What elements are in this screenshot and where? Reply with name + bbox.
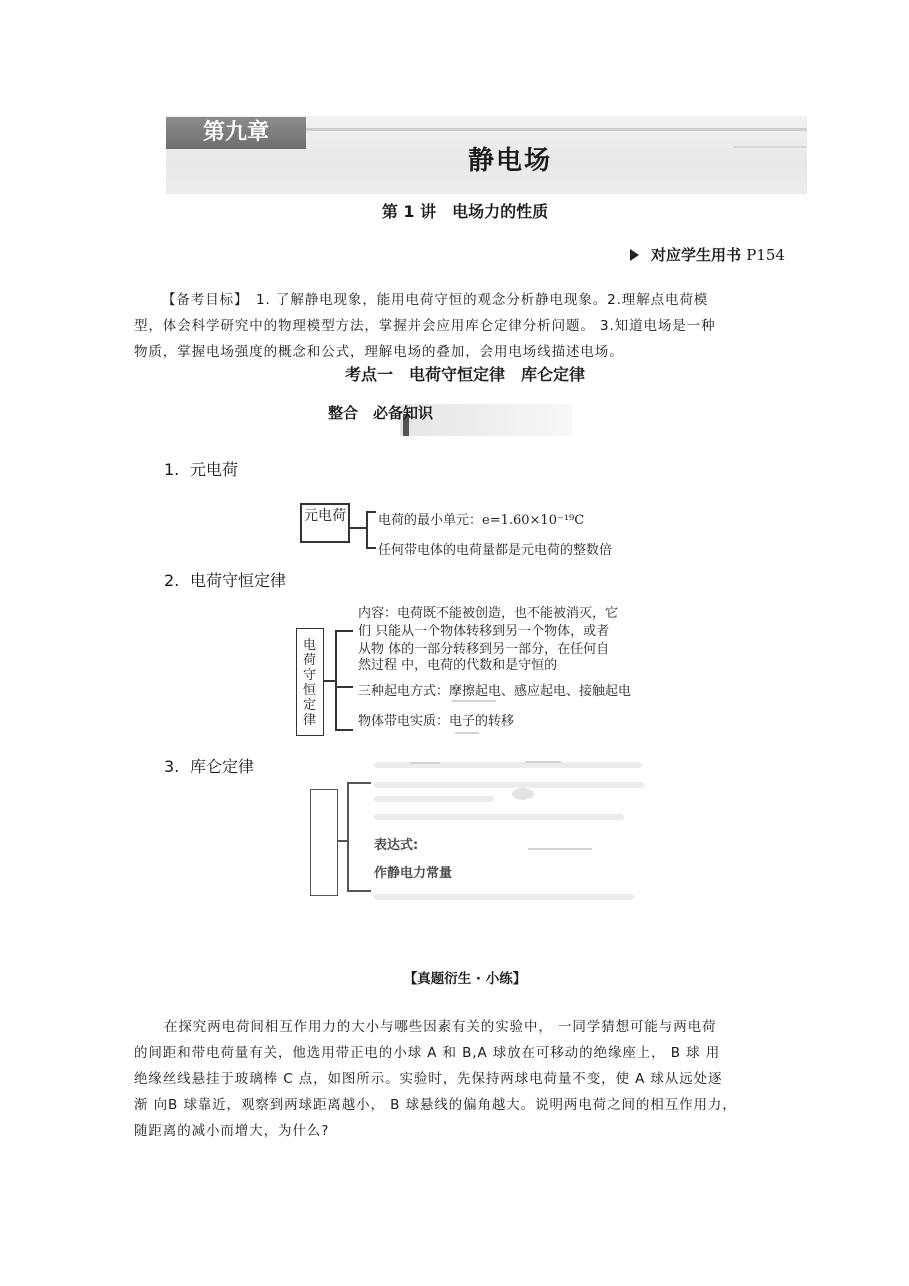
section-title: 考点一 电荷守恒定律 库仑定律 <box>344 365 585 384</box>
reference-page: P154 <box>746 246 785 264</box>
diagram-line <box>366 511 376 513</box>
exercise-title: 【真题衍生 · 小练】 <box>403 971 527 987</box>
diagram-line <box>347 782 371 784</box>
diagram-line <box>300 541 350 543</box>
diagram2-content-2: 们 只能从一个物体转移到另一个物体，或者 <box>358 624 610 639</box>
subsection-title: 整合 必备知识 <box>328 404 434 422</box>
diagram1-branch-1: 电荷的最小单元：e=1.60×10⁻¹⁹C <box>378 513 585 528</box>
underline-mark <box>525 761 561 763</box>
topic-title: 元电荷 <box>190 460 239 479</box>
topic-heading-2 <box>164 568 286 591</box>
diagram-line <box>337 840 347 842</box>
topic-heading-1 <box>164 457 238 480</box>
faded-text <box>374 796 494 802</box>
diagram-line <box>366 511 368 548</box>
diagram-line <box>335 686 353 688</box>
diagram-line <box>347 782 349 890</box>
faded-text <box>374 782 644 788</box>
diagram-line <box>366 547 376 549</box>
diagram-line <box>350 527 366 529</box>
diagram2-content-3: 从物 体的一部分转移到另一部分，在任何自 <box>358 642 610 657</box>
diagram-line <box>347 890 371 892</box>
diagram1-branch-2: 任何带电体的电荷量都是元电荷的整数倍 <box>378 543 613 558</box>
underline-mark <box>410 762 440 764</box>
diagram3-root-box <box>310 789 338 896</box>
topic-number: 1. <box>164 460 180 479</box>
faded-text <box>374 814 624 820</box>
diagram-line <box>335 630 337 730</box>
diagram2-methods: 三种起电方式：摩擦起电、感应起电、接触起电 <box>358 684 632 699</box>
goals-line-3: 物质，掌握电场强度的概念和公式，理解电场的叠加，会用电场线描述电场。 <box>134 344 624 360</box>
goals-line-2: 型，体会科学研究中的物理模型方法，掌握并会应用库仑定律分析问题。 3.知道电场是一种 <box>134 318 716 334</box>
diagram3-expression: 表达式: <box>374 838 419 853</box>
chapter-title: 静电场 <box>467 146 552 176</box>
chapter-tag: 第九章 <box>166 117 306 149</box>
diagram1-root: 元电荷 <box>304 508 346 524</box>
underline-mark <box>452 700 496 702</box>
exercise-line-1: 在探究两电荷间相互作用力的大小与哪些因素有关的实验中， 一同学猜想可能与两电荷 <box>164 1019 717 1035</box>
topic-number: 3. <box>164 757 180 776</box>
faded-text <box>374 894 634 900</box>
diagram-line <box>335 729 353 731</box>
diagram2-content-4: 然过程 中，电荷的代数和是守恒的 <box>358 658 558 673</box>
faded-formula-mark <box>512 788 534 800</box>
topic-heading-3 <box>164 754 254 777</box>
play-arrow-icon <box>630 249 639 261</box>
exercise-line-2: 的间距和带电荷量有关，他选用带正电的小球 A 和 B,A 球放在可移动的绝缘座上， B 球 用 <box>134 1045 721 1061</box>
topic-number: 2. <box>164 571 180 590</box>
diagram-line <box>348 503 350 542</box>
diagram-line <box>335 630 353 632</box>
goals-line-1: 【备考目标】 1. 了解静电现象，能用电荷守恒的观念分析静电现象。2.理解点电荷模 <box>162 292 709 308</box>
diagram3-constant: 作静电力常量 <box>374 866 453 881</box>
diagram2-root: 电荷守恒定律 <box>303 638 317 728</box>
exercise-line-5: 随距离的减小而增大，为什么? <box>134 1123 330 1139</box>
exercise-line-4: 渐 向B 球靠近，观察到两球距离越小， B 球悬线的偏角越大。说明两电荷之间的相互作用力， <box>134 1097 737 1113</box>
banner-rule-short <box>733 146 807 148</box>
underline-mark <box>528 848 592 850</box>
topic-title: 库仑定律 <box>190 757 255 776</box>
diagram-line <box>323 680 335 682</box>
diagram2-essence: 物体带电实质：电子的转移 <box>358 714 515 729</box>
reference-label: 对应学生用书 <box>651 246 742 264</box>
lecture-title: 第 1 讲 电场力的性质 <box>381 202 549 221</box>
exercise-line-3: 绝缘丝线悬挂于玻璃棒 C 点，如图所示。实验时，先保持两球电荷量不变，使 A 球从远处逐 <box>134 1071 723 1087</box>
diagram-line <box>300 503 302 541</box>
underline-mark <box>455 732 479 734</box>
banner-rule <box>306 128 807 131</box>
diagram2-content-1: 内容：电荷既不能被创造，也不能被消灭，它 <box>358 606 619 621</box>
topic-title: 电荷守恒定律 <box>190 571 287 590</box>
reference-line <box>630 244 785 265</box>
